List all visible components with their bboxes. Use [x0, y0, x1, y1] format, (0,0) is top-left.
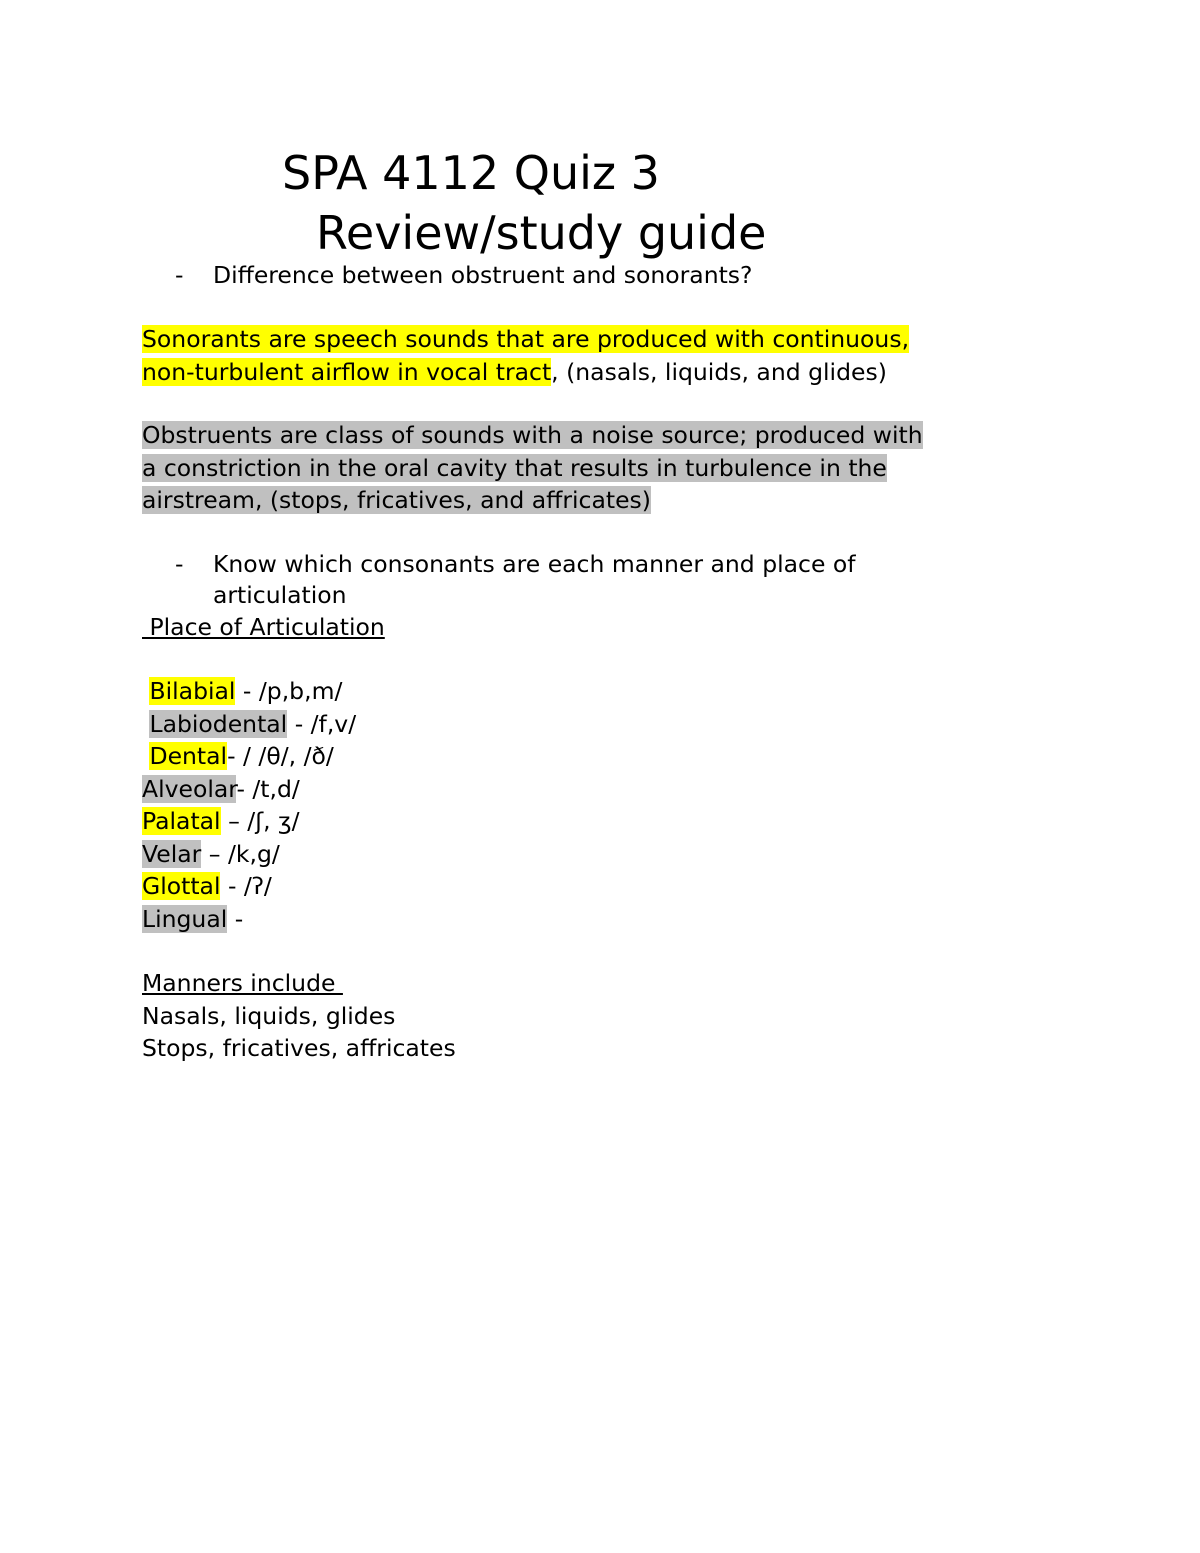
- place-item-bilabial: [142, 675, 356, 708]
- place-sounds: – /ʃ, ʒ/: [220, 807, 300, 835]
- place-name: Lingual: [142, 904, 228, 933]
- place-of-articulation-heading: Place of Articulation: [142, 613, 385, 641]
- obstruents-paragraph: [142, 419, 1142, 517]
- place-name: Velar: [142, 839, 202, 868]
- place-sounds: - / /θ/, /ð/: [227, 742, 334, 770]
- place-name: Alveolar: [142, 774, 237, 803]
- sonorants-line-1: Sonorants are speech sounds that are produced with continuous,: [142, 325, 910, 353]
- place-item-lingual: [142, 903, 356, 936]
- bullet-text: Difference between obstruent and sonorants?: [213, 261, 753, 289]
- place-sounds: - /ʔ/: [220, 872, 272, 900]
- manners-line-2: Stops, fricatives, affricates: [142, 1034, 456, 1062]
- title-line-2: Review/study guide: [316, 206, 767, 260]
- obstruents-line-1: Obstruents are class of sounds with a noise source; produced with: [142, 421, 923, 449]
- place-sounds: - /f,v/: [287, 709, 357, 738]
- title-line-1: SPA 4112 Quiz 3: [282, 146, 660, 200]
- bullet-text-line-1: Know which consonants are each manner and place of: [213, 550, 856, 578]
- place-item-velar: [142, 838, 356, 871]
- place-sounds: – /k,g/: [201, 839, 280, 868]
- obstruents-line-2: a constriction in the oral cavity that results in turbulence in the: [142, 453, 887, 482]
- place-sounds: - /p,b,m/: [235, 677, 343, 705]
- sonorants-paragraph: [142, 323, 1142, 388]
- place-item-dental: [142, 740, 356, 773]
- place-item-palatal: [142, 805, 356, 838]
- bullet-text-line-2: articulation: [213, 581, 347, 609]
- bullet-dash: -: [175, 261, 184, 289]
- place-name: Glottal: [142, 872, 221, 900]
- place-sounds: - /t,d/: [236, 774, 300, 803]
- places-list: [142, 675, 356, 935]
- obstruents-line-3: airstream, (stops, fricatives, and affricates): [142, 486, 651, 514]
- place-name: Bilabial: [149, 677, 236, 705]
- bullet-item-consonants: [0, 548, 1200, 614]
- place-name: Dental: [149, 742, 228, 770]
- place-name: Palatal: [142, 807, 221, 835]
- place-item-glottal: [142, 870, 356, 903]
- place-sounds: -: [227, 904, 244, 933]
- manners-heading: Manners include: [142, 969, 343, 997]
- sonorants-line-2-highlight: non-turbulent airflow in vocal tract: [142, 357, 552, 386]
- manners-section: [142, 967, 456, 1065]
- manners-line-1: Nasals, liquids, glides: [142, 1001, 396, 1030]
- place-item-labiodental: [142, 708, 356, 741]
- place-item-alveolar: [142, 773, 356, 806]
- place-name: Labiodental: [149, 709, 288, 738]
- sonorants-line-2-rest: , (nasals, liquids, and glides): [551, 357, 887, 386]
- bullet-dash: -: [175, 550, 184, 578]
